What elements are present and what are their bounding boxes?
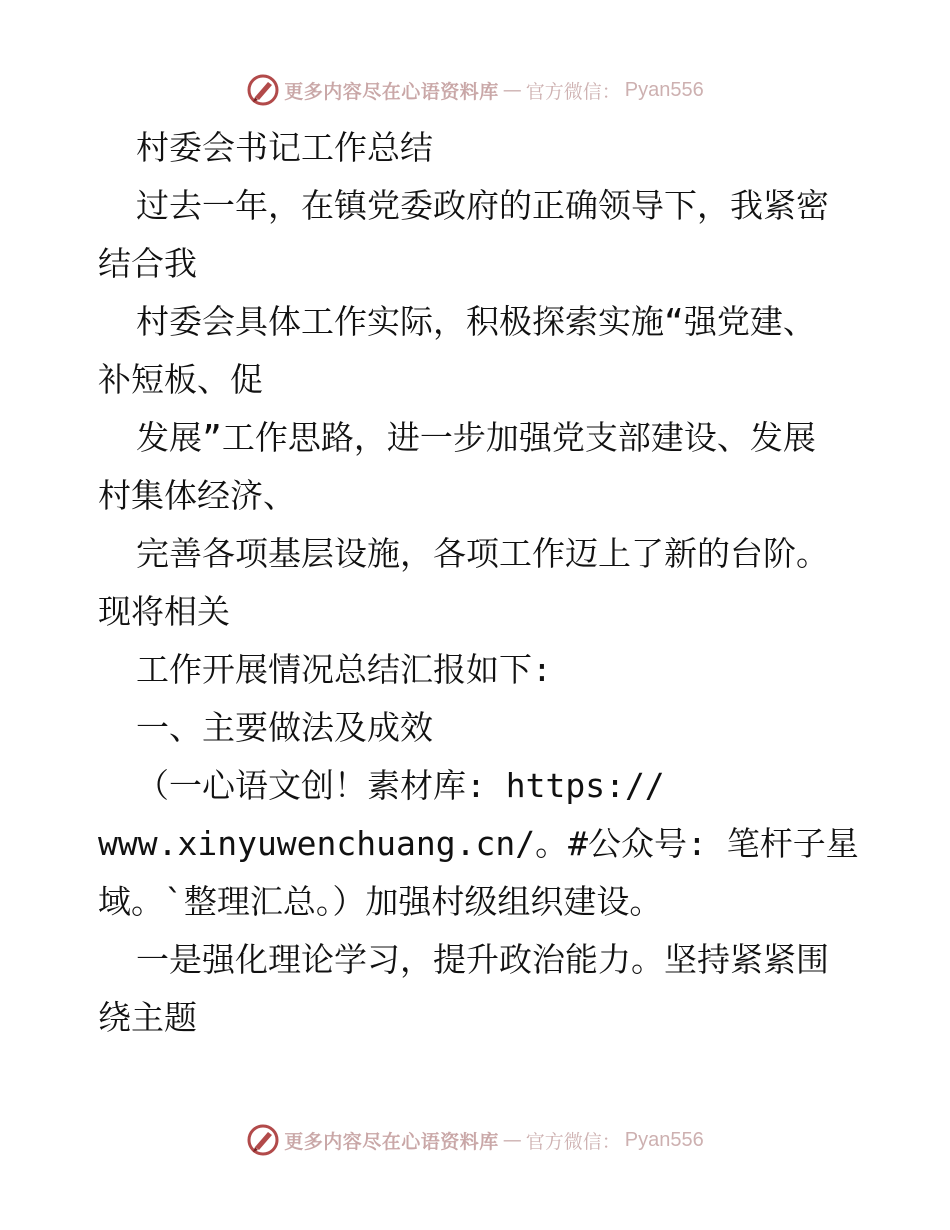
watermark-id: Pyan556	[624, 78, 704, 101]
paragraph-line: 一是强化理论学习，提升政治能力。坚持紧紧围	[136, 940, 829, 979]
paragraph-line: （一心语文创！素材库: https://	[136, 766, 665, 805]
paragraph-line: 发展”工作思路，进一步加强党支部建设、发展	[136, 418, 816, 457]
watermark-banner-bottom	[0, 1120, 950, 1160]
watermark-main-text: 更多内容尽在心语资料库	[284, 80, 499, 103]
paragraph-line: 村委会具体工作实际，积极探索实施“强党建、	[136, 302, 816, 341]
paragraph-line: 现将相关	[98, 592, 230, 631]
watermark-main-text: 更多内容尽在心语资料库	[284, 1130, 499, 1153]
pen-logo-icon	[246, 73, 280, 107]
paragraph-line: 结合我	[98, 244, 197, 283]
paragraph-line: www.xinyuwenchuang.cn/。#公众号: 笔杆子星	[98, 824, 859, 863]
paragraph-line: 补短板、促	[98, 360, 263, 399]
paragraph-line: 完善各项基层设施，各项工作迈上了新的台阶。	[136, 534, 829, 573]
paragraph-line: 绕主题	[98, 998, 197, 1037]
paragraph-line: 村集体经济、	[98, 476, 296, 515]
watermark-dash: —	[502, 1129, 522, 1151]
watermark-id: Pyan556	[624, 1128, 704, 1151]
paragraph-line: 过去一年，在镇党委政府的正确领导下，我紧密	[136, 186, 829, 225]
section-heading: 一、主要做法及成效	[136, 708, 433, 747]
document-title: 村委会书记工作总结	[136, 128, 433, 167]
paragraph-line: 工作开展情况总结汇报如下:	[136, 650, 552, 689]
watermark-label: 官方微信：	[525, 1130, 621, 1153]
watermark-label: 官方微信：	[525, 80, 621, 103]
watermark-banner-top	[0, 70, 950, 110]
pen-logo-icon	[246, 1123, 280, 1157]
watermark-dash: —	[502, 79, 522, 101]
paragraph-line: 域。`整理汇总。）加强村级组织建设。	[98, 882, 663, 921]
